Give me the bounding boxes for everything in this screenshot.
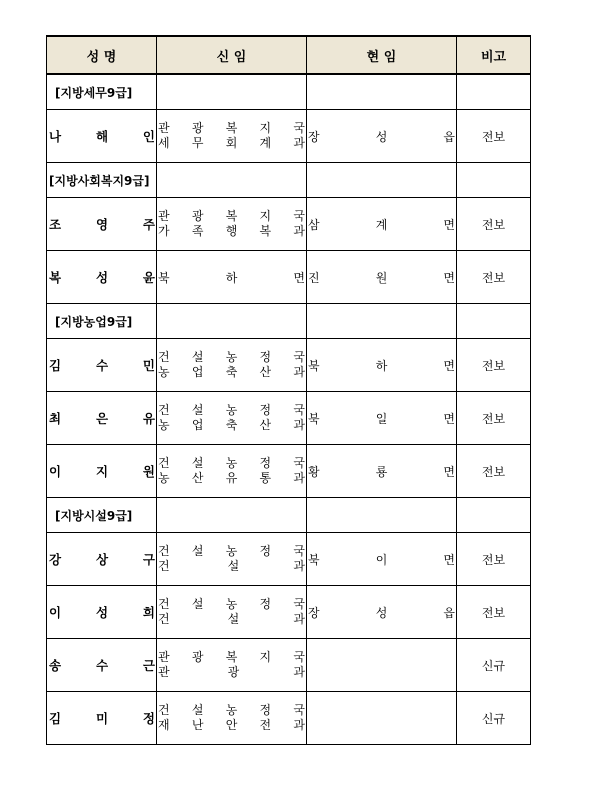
char: 산 <box>259 365 272 379</box>
char: 가 <box>158 224 170 238</box>
new-post <box>157 701 306 735</box>
char: 농 <box>225 350 238 364</box>
empty-cell <box>307 163 457 198</box>
current-post <box>307 551 456 568</box>
char: 무 <box>191 136 204 150</box>
current-post-cell <box>307 533 457 586</box>
char: 설 <box>191 350 204 364</box>
current-post-cell <box>307 198 457 251</box>
char: 유 <box>225 471 238 485</box>
header-note: 비고 <box>457 36 531 74</box>
note-cell: 전보 <box>457 533 531 586</box>
note-cell: 전보 <box>457 198 531 251</box>
char: 인 <box>142 129 155 144</box>
char: 국 <box>293 597 305 611</box>
char: 국 <box>293 650 305 664</box>
section-title: [지방세무9급] <box>47 74 157 110</box>
char: 수 <box>95 358 109 373</box>
person-name <box>47 356 156 374</box>
table-row <box>47 692 531 745</box>
char: 건 <box>158 403 170 417</box>
char: 국 <box>293 350 305 364</box>
char: 축 <box>225 418 238 432</box>
new-post-bureau <box>157 403 306 418</box>
new-post-division <box>157 665 306 680</box>
char: 과 <box>293 559 305 573</box>
char: 과 <box>293 471 305 485</box>
current-post-cell <box>307 692 457 745</box>
char: 건 <box>158 544 170 558</box>
char: 근 <box>142 658 155 673</box>
char: 건 <box>158 456 170 470</box>
char: 원 <box>142 464 155 479</box>
char: 업 <box>191 418 204 432</box>
char: 구 <box>142 552 155 567</box>
char: 관 <box>158 665 170 679</box>
table-row <box>47 110 531 163</box>
char: 전 <box>259 718 272 732</box>
char: 면 <box>443 270 455 285</box>
char: 복 <box>225 650 238 664</box>
note-cell: 전보 <box>457 339 531 392</box>
char: 국 <box>293 403 305 417</box>
char: 읍 <box>443 605 455 620</box>
name-cell <box>47 198 157 251</box>
char: 회 <box>225 136 238 150</box>
char: 농 <box>225 597 238 611</box>
empty-cell <box>307 498 457 533</box>
char: 광 <box>191 209 204 223</box>
char: 복 <box>259 224 272 238</box>
char: 면 <box>443 464 455 479</box>
new-post-division <box>157 224 306 239</box>
empty-cell <box>457 498 531 533</box>
new-post-cell <box>157 339 307 392</box>
current-post-cell <box>307 110 457 163</box>
char: 관 <box>158 650 170 664</box>
name-cell <box>47 392 157 445</box>
char: 복 <box>225 121 238 135</box>
char: 면 <box>293 270 305 285</box>
char: 정 <box>259 350 272 364</box>
section-row <box>47 163 531 198</box>
new-post-division <box>157 612 306 627</box>
char: 상 <box>95 552 109 567</box>
new-post <box>157 207 306 241</box>
char: 광 <box>227 665 240 679</box>
char: 설 <box>227 559 240 573</box>
char: 과 <box>293 224 305 238</box>
person-name <box>47 462 156 480</box>
empty-cell <box>157 304 307 339</box>
char: 북 <box>308 411 320 426</box>
char: 면 <box>443 358 455 373</box>
new-post-cell <box>157 251 307 304</box>
header-new-post: 신 임 <box>157 36 307 74</box>
char: 건 <box>158 612 170 626</box>
char: 이 <box>375 552 388 567</box>
char: 국 <box>293 121 305 135</box>
new-post-cell <box>157 692 307 745</box>
char: 농 <box>158 418 170 432</box>
char: 농 <box>225 456 238 470</box>
new-post <box>157 595 306 629</box>
new-post <box>157 454 306 488</box>
char: 면 <box>443 411 455 426</box>
new-post <box>157 542 306 576</box>
char: 은 <box>95 411 109 426</box>
table-row <box>47 339 531 392</box>
person-name <box>47 603 156 621</box>
char: 지 <box>259 209 272 223</box>
new-post-cell <box>157 533 307 586</box>
table-row <box>47 445 531 498</box>
char: 최 <box>49 411 62 426</box>
current-post-cell <box>307 339 457 392</box>
char: 축 <box>225 365 238 379</box>
char: 정 <box>259 703 272 717</box>
char: 설 <box>191 597 204 611</box>
char: 설 <box>191 456 204 470</box>
char: 북 <box>158 270 170 285</box>
new-post-cell <box>157 639 307 692</box>
note-cell: 전보 <box>457 110 531 163</box>
current-post <box>307 357 456 374</box>
name-cell <box>47 251 157 304</box>
header-current-post: 현 임 <box>307 36 457 74</box>
section-row <box>47 74 531 110</box>
section-title: [지방시설9급] <box>47 498 157 533</box>
current-post <box>307 216 456 233</box>
current-post-cell <box>307 586 457 639</box>
char: 읍 <box>443 129 455 144</box>
char: 과 <box>293 365 305 379</box>
char: 성 <box>375 605 388 620</box>
new-post-cell <box>157 586 307 639</box>
char: 김 <box>49 711 62 726</box>
name-cell <box>47 692 157 745</box>
char: 면 <box>443 552 455 567</box>
person-name <box>47 709 156 727</box>
char: 삼 <box>308 217 320 232</box>
current-post <box>307 128 456 145</box>
char: 면 <box>443 217 455 232</box>
new-post <box>157 648 306 682</box>
table-body <box>47 74 531 745</box>
char: 국 <box>293 544 305 558</box>
char: 설 <box>191 403 204 417</box>
new-post <box>157 348 306 382</box>
name-cell <box>47 639 157 692</box>
name-cell <box>47 339 157 392</box>
char: 정 <box>142 711 155 726</box>
char: 건 <box>158 703 170 717</box>
current-post <box>307 463 456 480</box>
empty-cell <box>307 304 457 339</box>
empty-cell <box>457 163 531 198</box>
char: 농 <box>225 403 238 417</box>
char: 과 <box>293 418 305 432</box>
char: 룡 <box>375 464 388 479</box>
current-post-cell <box>307 445 457 498</box>
char: 계 <box>259 136 272 150</box>
char: 농 <box>158 471 170 485</box>
empty-cell <box>157 74 307 110</box>
current-post <box>307 269 456 286</box>
name-cell <box>47 445 157 498</box>
personnel-table <box>46 35 531 745</box>
new-post-cell <box>157 110 307 163</box>
char: 농 <box>225 544 238 558</box>
char: 과 <box>293 665 305 679</box>
empty-cell <box>157 163 307 198</box>
char: 건 <box>158 350 170 364</box>
new-post-cell <box>157 392 307 445</box>
new-post-bureau <box>157 544 306 559</box>
char: 국 <box>293 703 305 717</box>
empty-cell <box>157 498 307 533</box>
char: 안 <box>225 718 238 732</box>
section-row <box>47 498 531 533</box>
name-cell <box>47 110 157 163</box>
new-post <box>157 119 306 153</box>
char: 황 <box>308 464 320 479</box>
char: 과 <box>293 718 305 732</box>
char: 산 <box>191 471 204 485</box>
current-post <box>307 604 456 621</box>
name-cell <box>47 586 157 639</box>
person-name <box>47 127 156 145</box>
char: 과 <box>293 612 305 626</box>
new-post-division <box>157 365 306 380</box>
char: 정 <box>259 544 272 558</box>
char: 유 <box>142 411 155 426</box>
person-name <box>47 656 156 674</box>
name-cell <box>47 533 157 586</box>
char: 설 <box>191 703 204 717</box>
current-post <box>307 410 456 427</box>
new-post-division <box>157 418 306 433</box>
char: 국 <box>293 456 305 470</box>
char: 건 <box>158 597 170 611</box>
char: 정 <box>259 597 272 611</box>
char: 광 <box>191 650 204 664</box>
char: 하 <box>225 270 238 285</box>
new-post-bureau <box>157 209 306 224</box>
char: 족 <box>191 224 204 238</box>
person-name <box>47 409 156 427</box>
new-post-division <box>157 136 306 151</box>
char: 설 <box>191 544 204 558</box>
empty-cell <box>307 74 457 110</box>
table-row <box>47 639 531 692</box>
person-name <box>47 268 156 286</box>
new-post-bureau <box>157 703 306 718</box>
new-post-division <box>157 559 306 574</box>
char: 재 <box>158 718 170 732</box>
new-post-division <box>157 718 306 733</box>
table-row <box>47 198 531 251</box>
table-row <box>47 586 531 639</box>
char: 해 <box>95 129 109 144</box>
note-cell: 전보 <box>457 392 531 445</box>
char: 원 <box>375 270 388 285</box>
char: 지 <box>259 121 272 135</box>
new-post-bureau <box>157 650 306 665</box>
char: 강 <box>49 552 62 567</box>
char: 설 <box>227 612 240 626</box>
new-post-bureau <box>157 121 306 136</box>
table-row <box>47 533 531 586</box>
section-title: [지방사회복지9급] <box>47 163 157 198</box>
section-row <box>47 304 531 339</box>
char: 송 <box>49 658 62 673</box>
char: 성 <box>95 605 109 620</box>
char: 난 <box>191 718 204 732</box>
char: 통 <box>259 471 272 485</box>
char: 관 <box>158 121 170 135</box>
new-post <box>157 401 306 435</box>
char: 북 <box>308 358 320 373</box>
note-cell: 전보 <box>457 251 531 304</box>
char: 조 <box>49 217 62 232</box>
char: 세 <box>158 136 170 150</box>
char: 정 <box>259 403 272 417</box>
header-row <box>47 36 531 74</box>
char: 김 <box>49 358 62 373</box>
table-row <box>47 251 531 304</box>
note-cell: 전보 <box>457 586 531 639</box>
char: 과 <box>293 136 305 150</box>
new-post-cell <box>157 445 307 498</box>
empty-cell <box>457 304 531 339</box>
header-name: 성 명 <box>47 36 157 74</box>
current-post-cell <box>307 251 457 304</box>
table-row <box>47 392 531 445</box>
new-post-bureau <box>157 597 306 612</box>
char: 민 <box>142 358 155 373</box>
person-name <box>47 550 156 568</box>
new-post-division <box>157 471 306 486</box>
char: 건 <box>158 559 170 573</box>
char: 영 <box>95 217 109 232</box>
char: 지 <box>259 650 272 664</box>
section-title: [지방농업9급] <box>47 304 157 339</box>
char: 미 <box>95 711 109 726</box>
char: 정 <box>259 456 272 470</box>
current-post-cell <box>307 639 457 692</box>
char: 국 <box>293 209 305 223</box>
char: 윤 <box>142 270 155 285</box>
char: 지 <box>95 464 109 479</box>
note-cell: 신규 <box>457 692 531 745</box>
new-post-cell <box>157 198 307 251</box>
char: 업 <box>191 365 204 379</box>
char: 복 <box>225 209 238 223</box>
char: 희 <box>142 605 155 620</box>
note-cell: 신규 <box>457 639 531 692</box>
new-post <box>157 269 306 286</box>
char: 농 <box>158 365 170 379</box>
char: 농 <box>225 703 238 717</box>
char: 행 <box>225 224 238 238</box>
char: 일 <box>375 411 388 426</box>
char: 관 <box>158 209 170 223</box>
new-post-bureau <box>157 456 306 471</box>
empty-cell <box>457 74 531 110</box>
char: 주 <box>142 217 155 232</box>
char: 수 <box>95 658 109 673</box>
char: 산 <box>259 418 272 432</box>
person-name <box>47 215 156 233</box>
char: 성 <box>95 270 109 285</box>
char: 장 <box>308 605 320 620</box>
char: 하 <box>375 358 388 373</box>
new-post-bureau <box>157 350 306 365</box>
char: 성 <box>375 129 388 144</box>
char: 이 <box>49 464 62 479</box>
note-cell: 전보 <box>457 445 531 498</box>
char: 북 <box>308 552 320 567</box>
char: 진 <box>308 270 320 285</box>
char: 광 <box>191 121 204 135</box>
current-post-cell <box>307 392 457 445</box>
char: 나 <box>49 129 62 144</box>
char: 계 <box>375 217 388 232</box>
char: 복 <box>49 270 62 285</box>
char: 장 <box>308 129 320 144</box>
char: 이 <box>49 605 62 620</box>
